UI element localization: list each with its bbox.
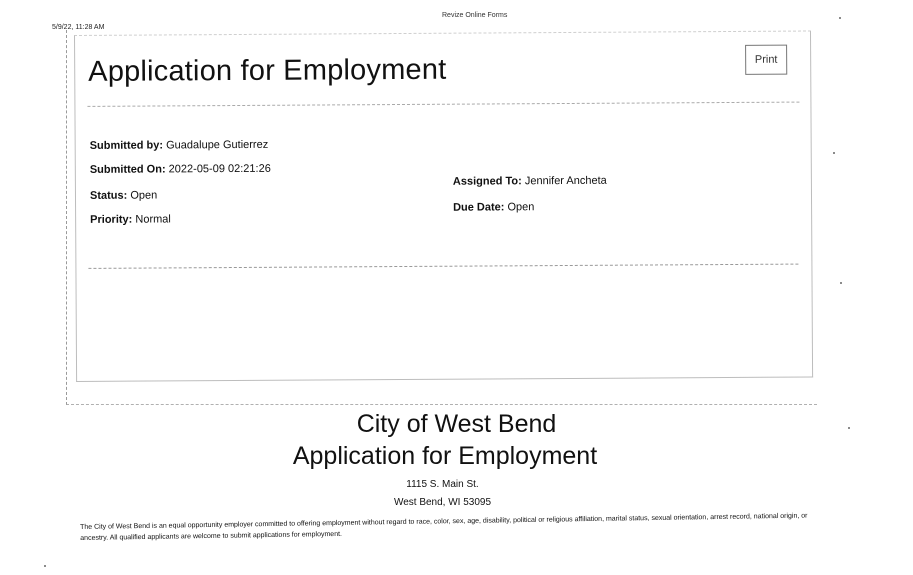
address-street: 1115 S. Main St. — [406, 479, 479, 490]
status-label: Status: — [89, 189, 128, 202]
section-divider — [88, 264, 798, 269]
submission-panel — [74, 30, 813, 381]
print-site-title: Revize Online Forms — [442, 12, 508, 19]
eeo-statement: The City of West Bend is an equal opportunity employer committed to offering employment without regard to race, color, sex, age, disability, political or religious affiliation, marital status, sexual orientation, arrest record, national origin, or ancestry. All qualified applicants are welcome to submit applications for employment. — [80, 512, 808, 542]
scan-speck — [840, 282, 842, 284]
status-value: Open — [130, 189, 158, 202]
priority-label: Priority: — [90, 213, 133, 226]
address-city: West Bend, WI 53095 — [393, 497, 492, 508]
field-due-date — [453, 201, 534, 213]
scan-speck — [839, 17, 841, 19]
field-assigned-to — [453, 175, 607, 188]
scan-speck — [848, 427, 850, 429]
field-submitted-by — [90, 139, 269, 152]
scan-speck — [833, 152, 835, 154]
due-date-value: Open — [507, 201, 535, 214]
print-button[interactable]: Print — [745, 45, 787, 75]
submitted-by-value: Guadalupe Gutierrez — [166, 138, 269, 152]
due-date-label: Due Date: — [453, 201, 505, 214]
print-timestamp: 5/9/22, 11:28 AM — [52, 24, 105, 31]
submitted-by-label: Submitted by: — [89, 139, 164, 152]
title-divider — [87, 102, 799, 107]
field-status — [90, 189, 157, 201]
document-title: Application for Employment — [292, 442, 598, 470]
field-submitted-on — [90, 163, 271, 176]
assigned-to-label: Assigned To: — [452, 175, 522, 188]
assigned-to-value: Jennifer Ancheta — [524, 174, 607, 188]
field-priority — [90, 213, 171, 225]
form-title: Application for Employment — [88, 53, 447, 88]
priority-value: Normal — [135, 213, 171, 226]
organization-name: City of West Bend — [356, 410, 557, 438]
submitted-on-label: Submitted On: — [89, 163, 166, 176]
submitted-on-value: 2022-05-09 02:21:26 — [168, 162, 271, 176]
scan-speck — [44, 565, 46, 567]
